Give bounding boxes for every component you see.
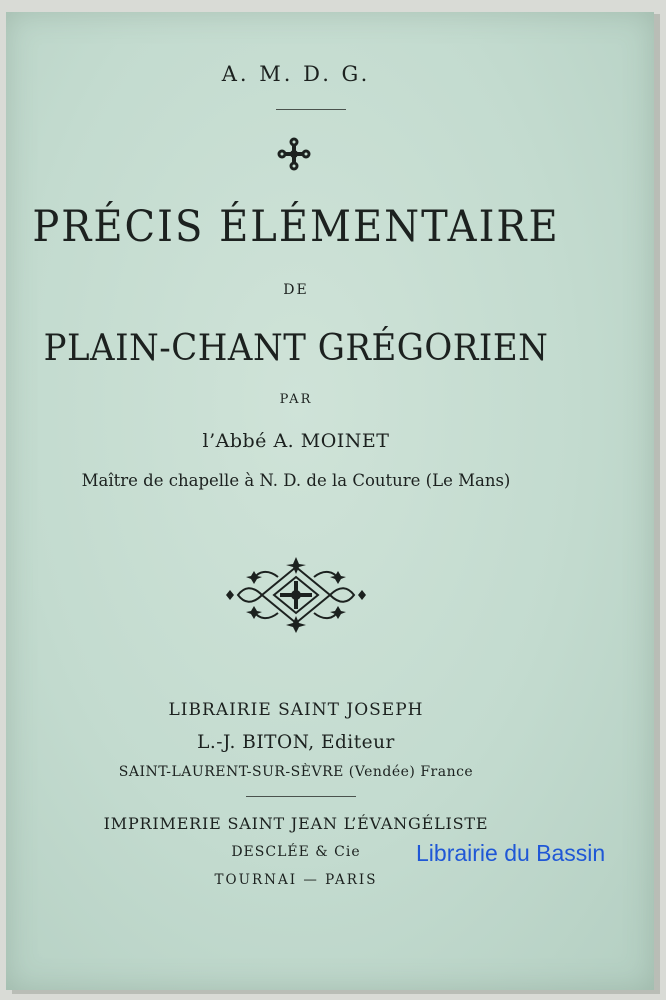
motto: A. M. D. G.: [221, 62, 371, 86]
motto-rule: [276, 109, 346, 110]
printer-company: DESCLÉE & Cie: [231, 844, 361, 860]
publisher-name: LIBRAIRIE SAINT JOSEPH: [168, 700, 424, 720]
title-line-2: PLAIN-CHANT GRÉGORIEN: [43, 326, 549, 370]
author-name: l’Abbé A. MOINET: [202, 430, 390, 452]
printer-cities: TOURNAI — PARIS: [214, 872, 378, 888]
cross-ornament-icon: [276, 136, 312, 172]
title-connector: DE: [283, 282, 309, 298]
printer-name: IMPRIMERIE SAINT JEAN L’ÉVANGÉLISTE: [103, 814, 489, 833]
publisher-editor: L.-J. BITON, Editeur: [197, 732, 395, 753]
seller-watermark: Librairie du Bassin: [416, 840, 606, 866]
publisher-address: SAINT-LAURENT-SUR-SÈVRE (Vendée) France: [118, 764, 474, 780]
title-line-1: PRÉCIS ÉLÉMENTAIRE: [32, 202, 560, 252]
publisher-rule: [246, 796, 356, 797]
fleuron-ornament-icon: [218, 557, 374, 633]
author-prefix: PAR: [279, 392, 313, 407]
author-role: Maître de chapelle à N. D. de la Couture (Le Mans): [81, 471, 511, 490]
